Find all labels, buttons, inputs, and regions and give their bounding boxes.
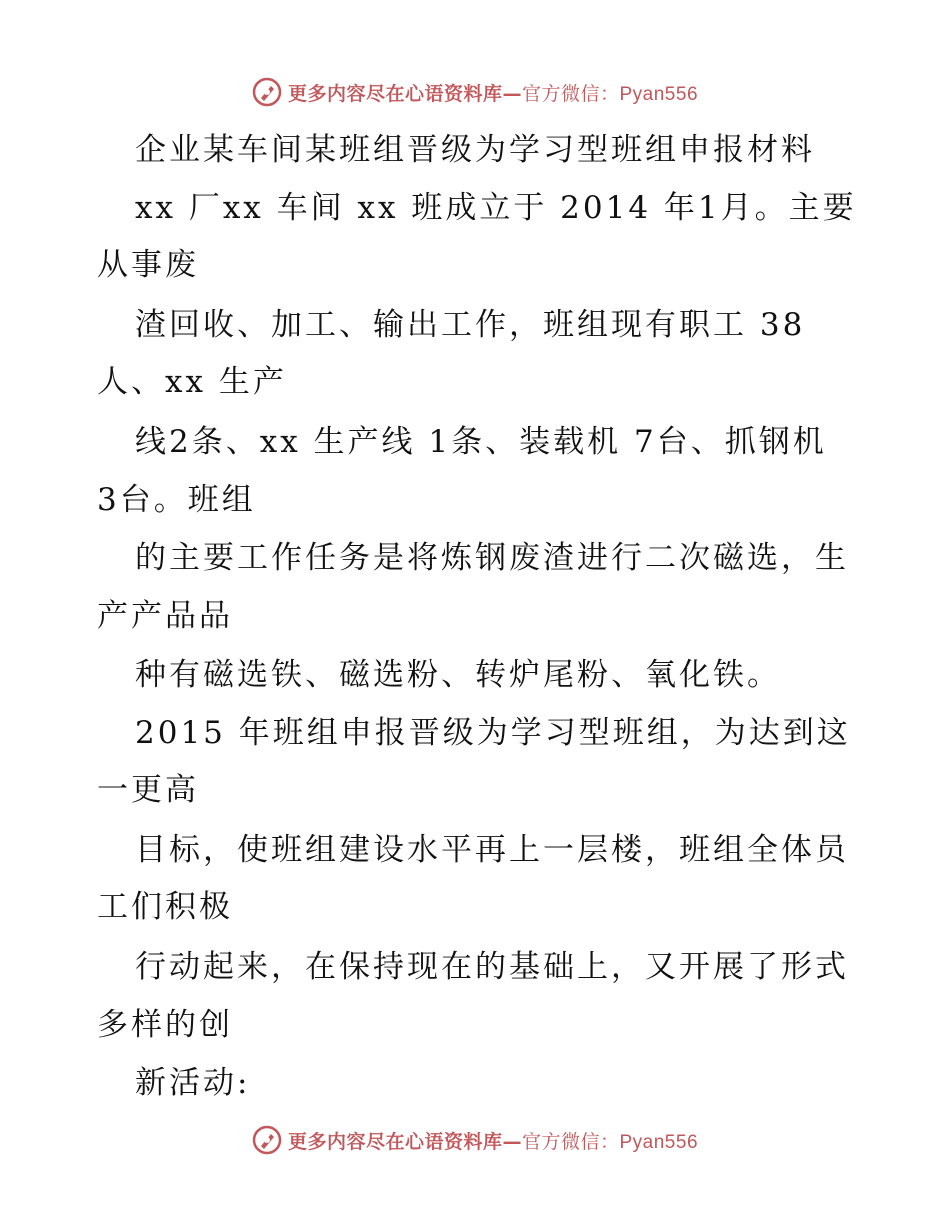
- paragraph-line: 工们积极: [97, 889, 233, 925]
- banner-text: [288, 1127, 698, 1154]
- banner-site-text: 更多内容尽在心语资料库: [287, 1130, 503, 1153]
- paragraph-line: 行动起来，在保持现在的基础上，又开展了形式: [135, 949, 849, 985]
- paragraph-line: 新活动:: [135, 1065, 251, 1101]
- banner-wechat-label: 官方微信：: [521, 1130, 620, 1153]
- paragraph-line: 人、xx 生产: [97, 364, 287, 400]
- banner-site-text: 更多内容尽在心语资料库: [287, 82, 503, 105]
- paragraph-line: xx 厂xx 车间 xx 班成立于 2014 年1月。主要: [135, 190, 857, 226]
- banner-wechat-label: 官方微信：: [521, 82, 620, 105]
- banner-wechat-id: Pyan556: [619, 83, 699, 105]
- pen-circle-logo-icon: [252, 1125, 282, 1155]
- paragraph-line: 3台。班组: [97, 482, 256, 518]
- paragraph-line: 线2条、xx 生产线 1条、装载机 7台、抓钢机: [135, 424, 827, 460]
- paragraph-line: 目标，使班组建设水平再上一层楼，班组全体员: [135, 832, 849, 868]
- paragraph-line: 的主要工作任务是将炼钢废渣进行二次磁选，生: [135, 540, 849, 576]
- banner-dash: —: [502, 1130, 522, 1153]
- paragraph-line: 从事废: [97, 247, 199, 283]
- paragraph-line: 2015 年班组申报晋级为学习型班组，为达到这: [135, 715, 851, 751]
- banner-dash: —: [502, 82, 522, 105]
- paragraph-line: 多样的创: [97, 1007, 233, 1043]
- paragraph-line: 一更高: [97, 772, 199, 808]
- paragraph-line: 种有磁选铁、磁选粉、转炉尾粉、氧化铁。: [135, 657, 781, 693]
- document-title: 企业某车间某班组晋级为学习型班组申报材料: [135, 132, 815, 168]
- paragraph-line: 产产品品: [97, 598, 233, 634]
- paragraph-line: 渣回收、加工、输出工作，班组现有职工 38: [135, 307, 806, 343]
- banner-wechat-id: Pyan556: [619, 1131, 699, 1153]
- footer-banner: [0, 1120, 950, 1160]
